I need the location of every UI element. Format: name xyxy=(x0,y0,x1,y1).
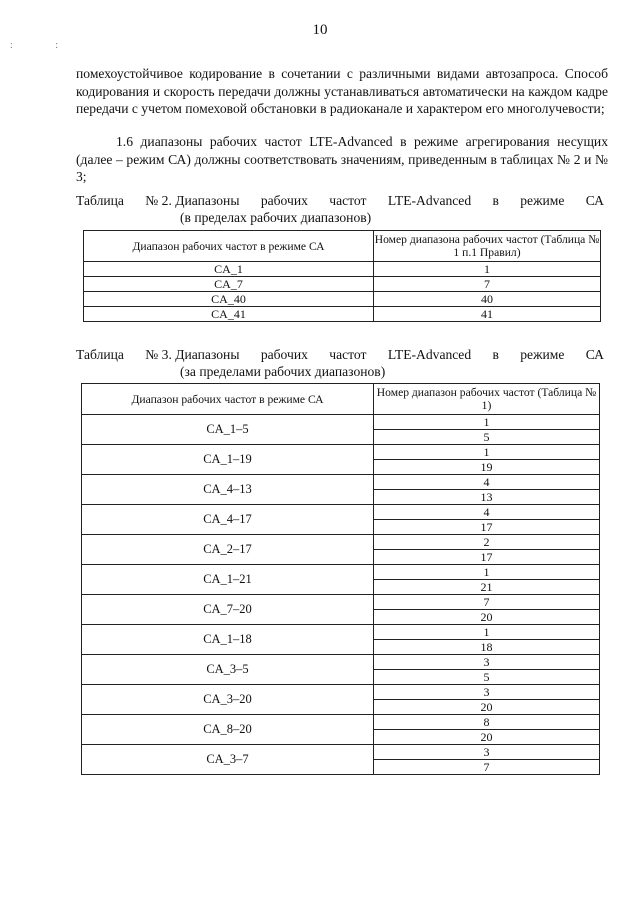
table-3-caption-line2: (за пределами рабочих диапазонов) xyxy=(180,364,386,379)
table-2-caption xyxy=(76,192,604,226)
caption-word: частот xyxy=(329,193,367,208)
table-3-caption xyxy=(76,346,604,380)
table-row xyxy=(82,415,600,430)
table-2-caption-line2: (в пределах рабочих диапазонов) xyxy=(180,210,372,225)
ca-combination-cell: CA_1–5 xyxy=(82,415,374,445)
band-number-cell: 21 xyxy=(374,580,600,595)
ca-combination-cell: CA_7 xyxy=(84,277,374,292)
band-number-cell: 4 xyxy=(374,475,600,490)
table-header-row xyxy=(84,231,601,262)
caption-word: рабочих xyxy=(260,347,308,362)
band-number-cell: 13 xyxy=(374,490,600,505)
band-number-cell: 5 xyxy=(374,670,600,685)
band-number-cell: 41 xyxy=(374,307,601,322)
paragraph-1: помехоустойчивое кодирование в сочетании с различными видами автозапроса. Способ кодирования и скорость передачи должны устанавливаться автоматически на каждом кадре передачи с учетом помеховой обстановки в радиоканале и характером его многолучевости; xyxy=(76,66,608,116)
ca-combination-cell: CA_1–21 xyxy=(82,565,374,595)
table-row xyxy=(82,535,600,550)
caption-word: № 3. Диапазоны xyxy=(145,347,240,362)
corner-marks: : : xyxy=(10,40,79,51)
band-number-cell: 19 xyxy=(374,460,600,475)
band-number-cell: 1 xyxy=(374,565,600,580)
band-number-cell: 40 xyxy=(374,292,601,307)
caption-word: в xyxy=(492,347,499,362)
band-number-cell: 18 xyxy=(374,640,600,655)
table-row xyxy=(82,655,600,670)
caption-word: Таблица xyxy=(76,347,124,362)
band-number-cell: 3 xyxy=(374,745,600,760)
table-2 xyxy=(83,230,601,322)
band-number-cell: 7 xyxy=(374,277,601,292)
table-header-cell: Диапазон рабочих частот в режиме СА xyxy=(82,384,374,415)
table-2-caption-line1 xyxy=(76,192,604,209)
caption-word: № 2. Диапазоны xyxy=(145,193,240,208)
caption-word: СА xyxy=(585,193,604,208)
caption-word: режиме xyxy=(520,347,565,362)
band-number-cell: 2 xyxy=(374,535,600,550)
table-row xyxy=(84,262,601,277)
band-number-cell: 1 xyxy=(374,445,600,460)
band-number-cell: 17 xyxy=(374,550,600,565)
table-row xyxy=(82,565,600,580)
ca-combination-cell: CA_7–20 xyxy=(82,595,374,625)
ca-combination-cell: CA_1–18 xyxy=(82,625,374,655)
band-number-cell: 20 xyxy=(374,730,600,745)
table-row xyxy=(82,445,600,460)
table-row xyxy=(84,307,601,322)
paragraph-2: 1.6 диапазоны рабочих частот LTE-Advanced в режиме агрегирования несущих (далее – режим СА) должны соответствовать значениям, приведенным в таблицах № 2 и № 3; xyxy=(76,134,608,184)
table-row xyxy=(82,715,600,730)
band-number-cell: 17 xyxy=(374,520,600,535)
band-number-cell: 1 xyxy=(374,415,600,430)
table-3-caption-line1 xyxy=(76,346,604,363)
table-3 xyxy=(81,383,600,775)
table-header-row xyxy=(82,384,600,415)
band-number-cell: 5 xyxy=(374,430,600,445)
caption-word: режиме xyxy=(520,193,565,208)
band-number-cell: 4 xyxy=(374,505,600,520)
table-row xyxy=(82,625,600,640)
band-number-cell: 7 xyxy=(374,760,600,775)
table-row xyxy=(82,685,600,700)
table-row xyxy=(82,595,600,610)
table-row xyxy=(82,745,600,760)
ca-combination-cell: CA_3–7 xyxy=(82,745,374,775)
ca-combination-cell: CA_41 xyxy=(84,307,374,322)
caption-word: LTE-Advanced xyxy=(387,347,472,362)
caption-word: частот xyxy=(329,347,367,362)
band-number-cell: 8 xyxy=(374,715,600,730)
ca-combination-cell: CA_4–17 xyxy=(82,505,374,535)
table-row xyxy=(84,292,601,307)
ca-combination-cell: CA_3–5 xyxy=(82,655,374,685)
caption-word: в xyxy=(492,193,499,208)
table-row xyxy=(82,475,600,490)
caption-word: LTE-Advanced xyxy=(387,193,472,208)
band-number-cell: 20 xyxy=(374,700,600,715)
band-number-cell: 20 xyxy=(374,610,600,625)
caption-word: Таблица xyxy=(76,193,124,208)
ca-combination-cell: CA_8–20 xyxy=(82,715,374,745)
table-header-cell: Номер диапазон рабочих частот (Таблица № 1) xyxy=(374,384,600,415)
table-header-cell: Номер диапазона рабочих частот (Таблица № 1 п.1 Правил) xyxy=(374,231,601,262)
page-number: 10 xyxy=(312,22,328,38)
band-number-cell: 1 xyxy=(374,262,601,277)
ca-combination-cell: CA_3–20 xyxy=(82,685,374,715)
caption-word: СА xyxy=(585,347,604,362)
table-row xyxy=(82,505,600,520)
ca-combination-cell: CA_1 xyxy=(84,262,374,277)
ca-combination-cell: CA_2–17 xyxy=(82,535,374,565)
band-number-cell: 7 xyxy=(374,595,600,610)
caption-word: рабочих xyxy=(260,193,308,208)
band-number-cell: 3 xyxy=(374,655,600,670)
ca-combination-cell: CA_4–13 xyxy=(82,475,374,505)
ca-combination-cell: CA_1–19 xyxy=(82,445,374,475)
band-number-cell: 1 xyxy=(374,625,600,640)
ca-combination-cell: CA_40 xyxy=(84,292,374,307)
table-header-cell: Диапазон рабочих частот в режиме СА xyxy=(84,231,374,262)
table-row xyxy=(84,277,601,292)
band-number-cell: 3 xyxy=(374,685,600,700)
